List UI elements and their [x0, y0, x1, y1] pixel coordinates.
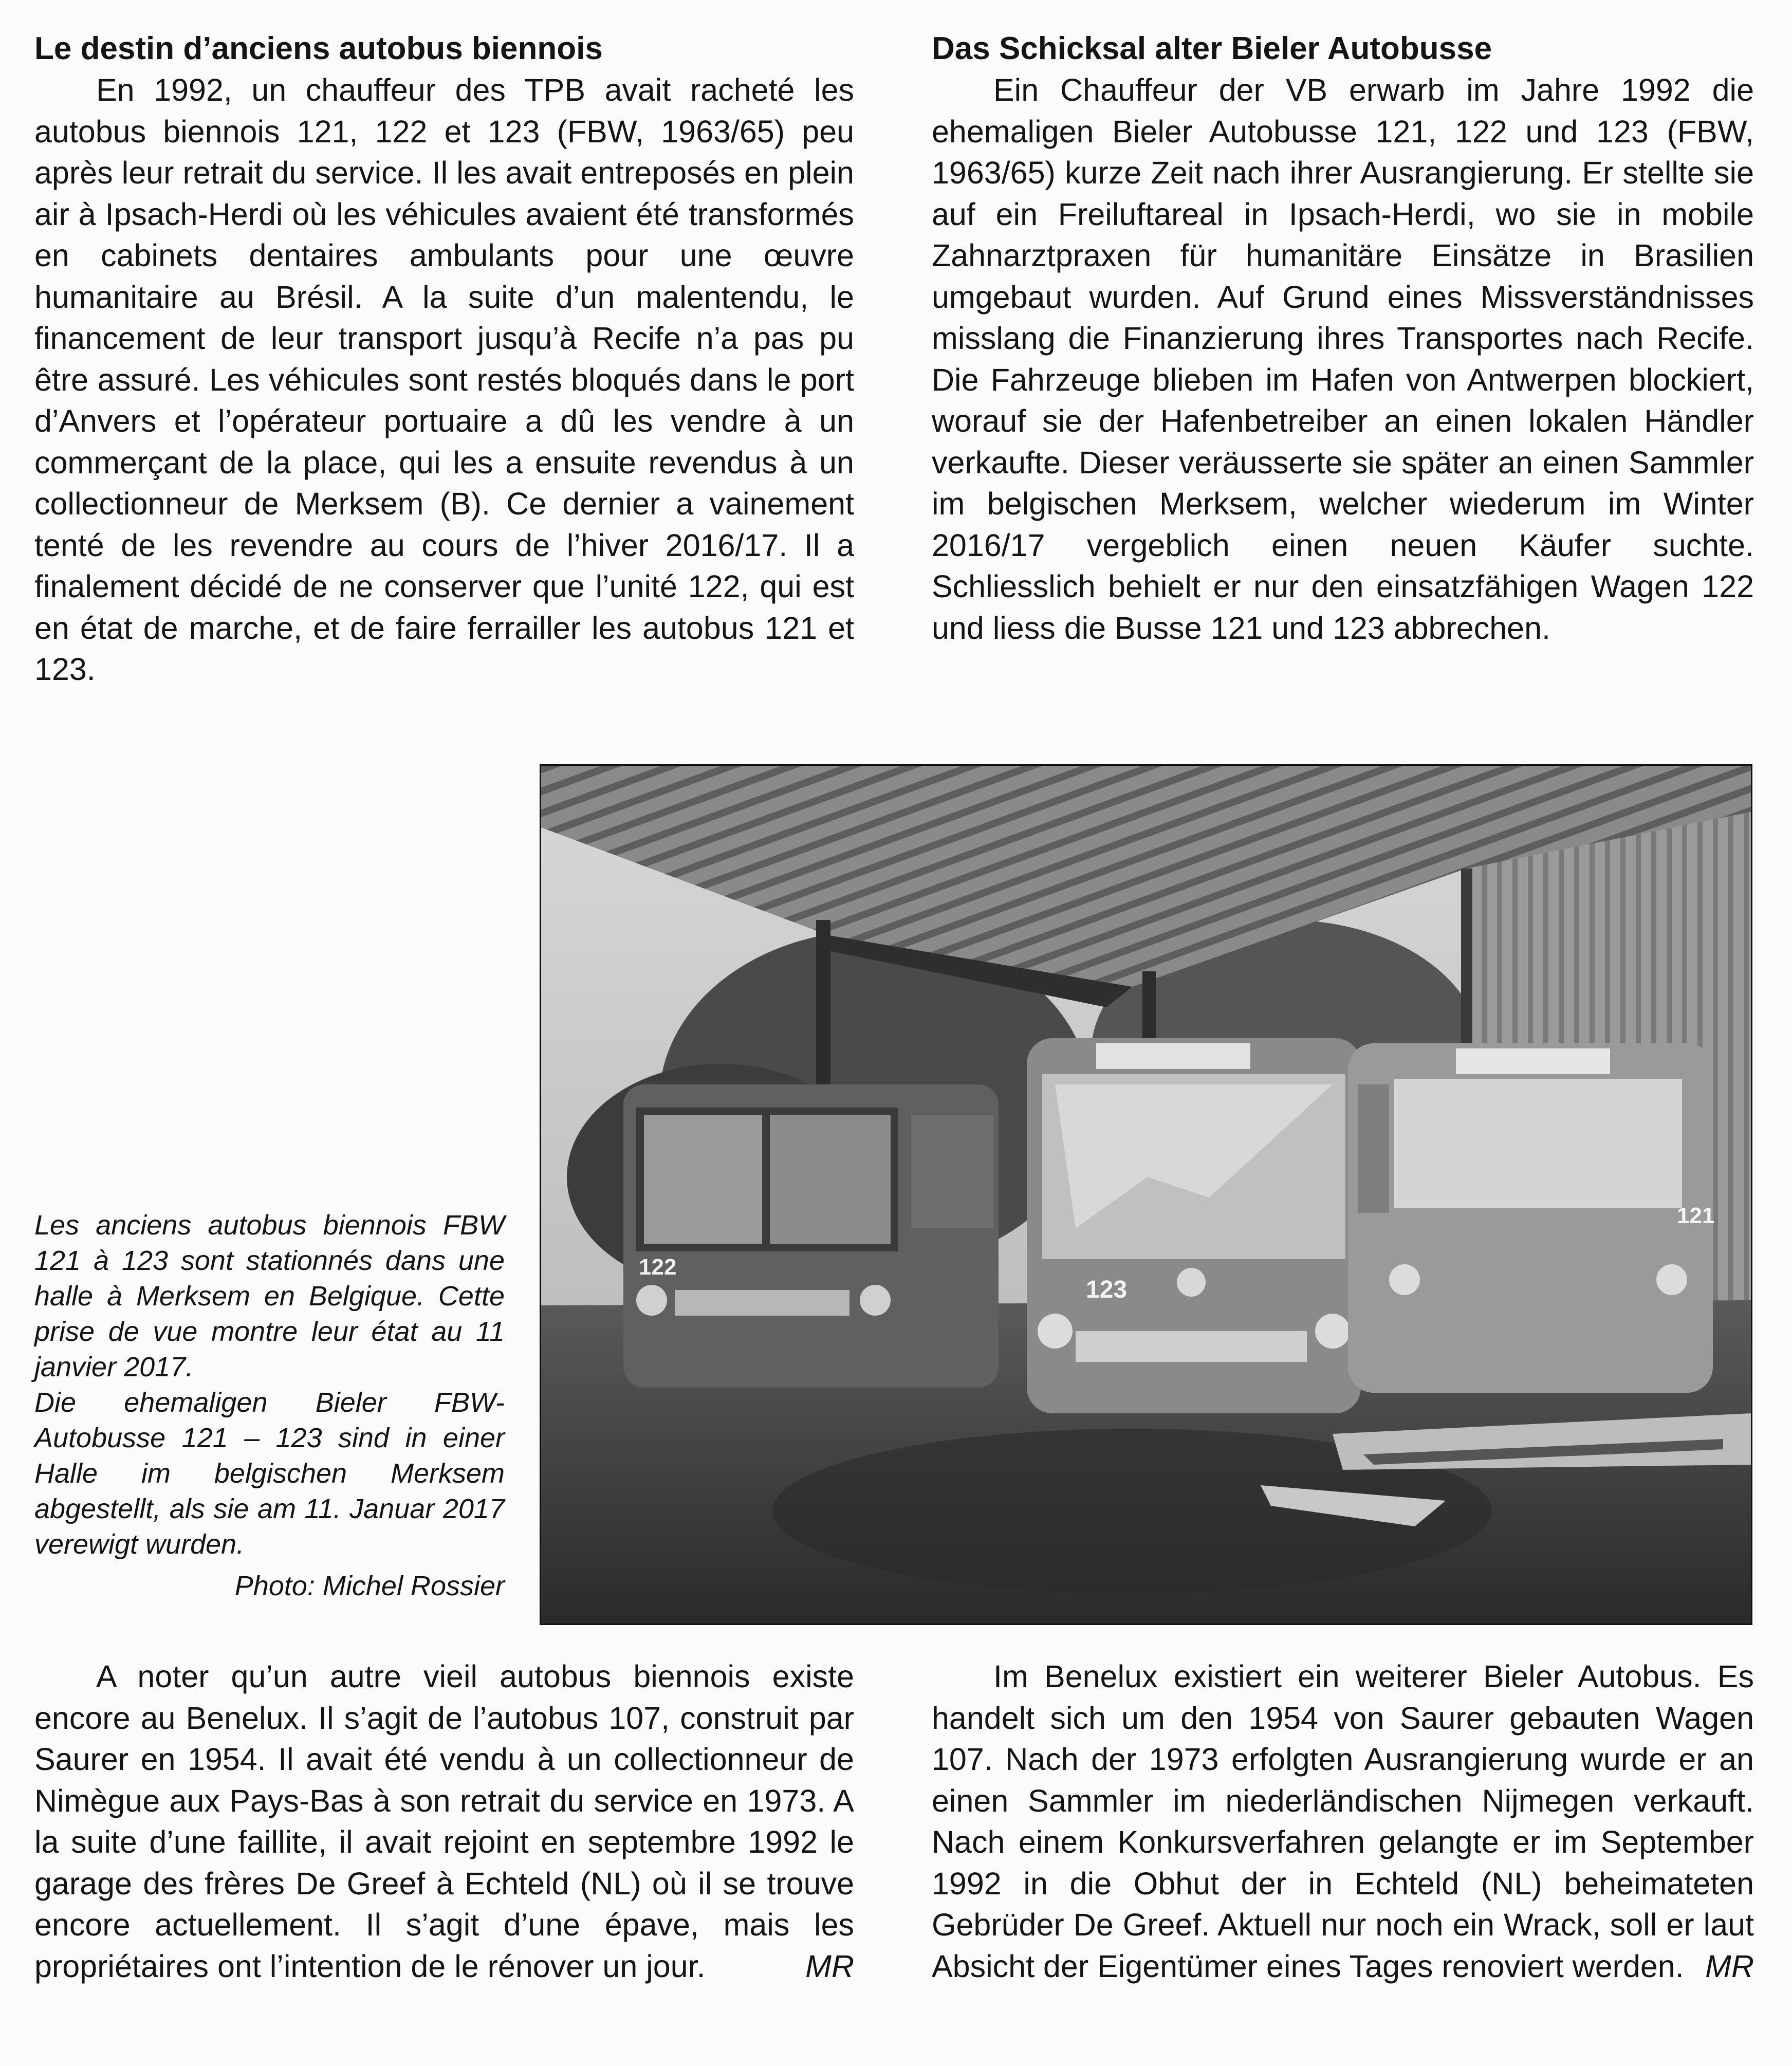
caption-french: Les anciens autobus biennois FBW 121 à 123 sont stationnés dans une halle à Merksem en Belgique. Cette prise de vue montre leur état au 11 janvier 2017. [34, 1210, 505, 1382]
bus-number-122: 122 [639, 1255, 677, 1280]
bus-depot-illustration [541, 766, 1751, 1624]
french-paragraph-2 [34, 1656, 854, 1987]
german-heading: Das Schicksal alter Bieler Autobusse [932, 31, 1492, 66]
french-signature: MR [805, 1948, 854, 1984]
photo-credit: Photo: Michel Rossier [234, 1571, 505, 1601]
bus-122 [623, 1084, 999, 1388]
bus-depot-photo [540, 764, 1752, 1625]
french-article-top [34, 28, 854, 690]
french-paragraph-1: En 1992, un chauffeur des TPB avait racheté les autobus biennois 121, 122 et 123 (FBW, 1963/65) peu après leur retrait du service. Il les avait entreposés en plein air à Ipsach-Herdi où les véhicules avaient été transformés en cabinets dentaires ambulants pour une œuvre humanitaire au Brésil. A la suite d’un malentendu, le financement de leur transport jusqu’à Recife n’a pas pu être assuré. Les véhicules sont restés bloqués dans le port d’Anvers et l’opérateur portuaire a dû les vendre à un commerçant de la place, qui les a ensuite revendus à un collectionneur de Merksem (B). Ce dernier a vainement tenté de les revendre au cours de l’hiver 2016/17. Il a finalement décidé de ne conserver que l’unité 122, qui est en état de marche, et de faire ferrailler les autobus 121 et 123. [34, 72, 854, 687]
bus-123 [1027, 1038, 1361, 1413]
french-paragraph-2-text: A noter qu’un autre vieil autobus biennois existe encore au Benelux. Il s’agit de l’autobus 107, construit par Saurer en 1954. Il avait été vendu à un collectionneur de Nimègue aux Pays-Bas à son retrait du service en 1973. A la suite d’une faillite, il avait rejoint en septembre 1992 le garage des frères De Greef à Echteld (NL) où il se trouve encore actuellement. Il s’agit d’une épave, mais les propriétaires ont l’intention de le rénover un jour. [34, 1659, 854, 1984]
german-paragraph-2-text: Im Benelux existiert ein weiterer Bieler Autobus. Es handelt sich um den 1954 von Saurer gebauten Wagen 107. Nach der 1973 erfolgten Ausrangierung wurde er an einen Sammler im niederländischen Nijmegen verkauft. Nach einem Konkursverfahren gelangte er im September 1992 in die Obhut der in Echteld (NL) beheimateten Gebrüder De Greef. Aktuell nur noch ein Wrack, soll er laut Absicht der Eigentümer eines Tages renoviert werden. [932, 1659, 1754, 1984]
german-article-top [932, 28, 1754, 649]
german-paragraph-1: Ein Chauffeur der VB erwarb im Jahre 1992 die ehemaligen Bieler Autobusse 121, 122 und 123 (FBW, 1963/65) kurze Zeit nach ihrer Ausrangierung. Er stellte sie auf ein Freiluftareal in Ipsach-Herdi, wo sie in mobile Zahnarztpraxen für humanitäre Einsätze in Brasilien umgebaut wurden. Auf Grund eines Missverständnisses misslang die Finanzierung ihres Transportes nach Recife. Die Fahrzeuge blieben im Hafen von Antwerpen blockiert, worauf sie der Hafenbetreiber an einen lokalen Händler verkaufte. Dieser veräusserte sie später an einen Sammler im belgischen Merksem, welcher wiederum im Winter 2016/17 vergeblich einen neuen Käufer suchte. Schliesslich behielt er nur den einsatzfähigen Wagen 122 und liess die Busse 121 und 123 abbrechen. [932, 72, 1754, 645]
caption-german: Die ehemaligen Bieler FBW-Autobusse 121 – 123 sind in einer Halle im belgischen Merksem abgestellt, als sie am 11. Januar 2017 verewigt wurden. [34, 1387, 505, 1560]
french-heading: Le destin d’anciens autobus biennois [34, 31, 603, 66]
german-signature: MR [1705, 1948, 1754, 1984]
german-article-bottom [932, 1656, 1754, 1987]
german-paragraph-2 [932, 1656, 1754, 1987]
french-article-bottom [34, 1656, 854, 1987]
bus-121 [1348, 1043, 1714, 1393]
photo-caption [34, 1208, 505, 1604]
bus-number-123: 123 [1086, 1276, 1128, 1303]
bus-number-121: 121 [1677, 1203, 1715, 1228]
